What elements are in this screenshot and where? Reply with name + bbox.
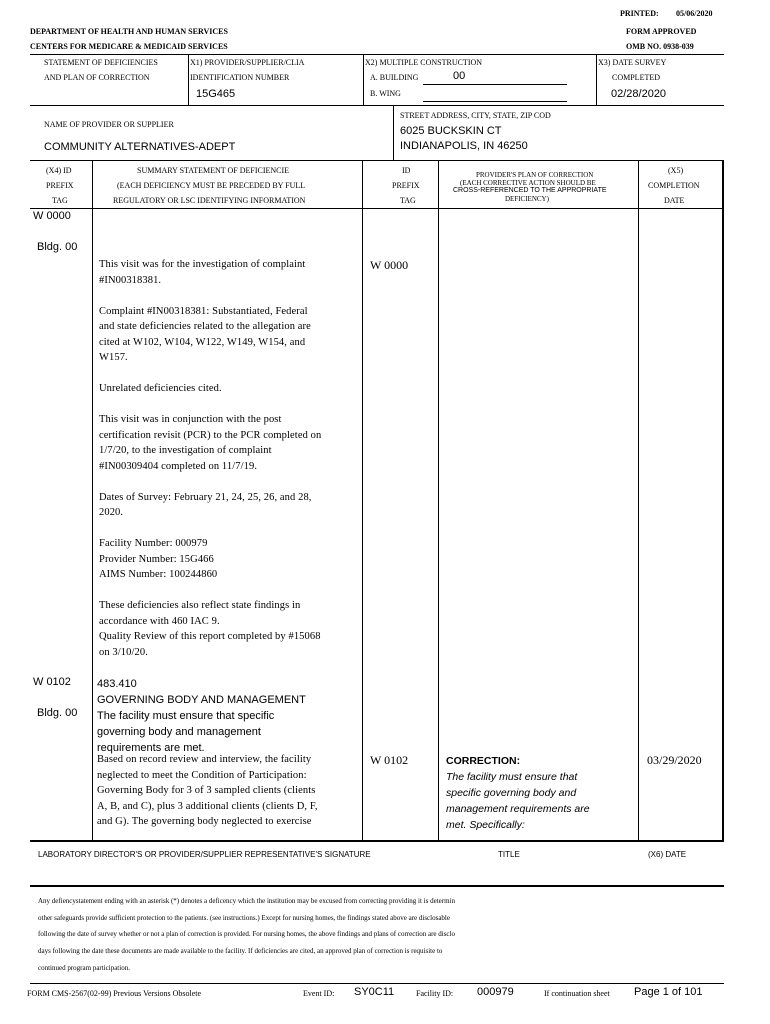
entry2-regulation	[97, 676, 306, 756]
entry1-summary-text	[99, 257, 321, 676]
id-prefix-label: PREFIX	[392, 181, 420, 190]
building-label: A. BUILDING	[370, 73, 419, 82]
facility-id-value: 000979	[477, 986, 514, 998]
provider-name-value: COMMUNITY ALTERNATIVES-ADEPT	[44, 141, 236, 153]
entry2-tag: W 0102	[33, 676, 71, 688]
statement-label: STATEMENT OF DEFICIENCIES	[44, 58, 158, 67]
x5-label: (X5)	[668, 166, 684, 175]
right-border	[722, 160, 724, 840]
correction-text: The facility must ensure that	[446, 771, 578, 783]
x4-id-label: (X4) ID	[46, 166, 72, 175]
signature-bottom-border	[30, 885, 724, 887]
disclaimer-bottom-border	[30, 983, 724, 984]
entry1-paragraph: Unrelated deficiencies cited.	[99, 383, 222, 394]
regulation-text: governing body and management	[97, 726, 261, 738]
top-border	[30, 54, 724, 55]
identification-label: IDENTIFICATION NUMBER	[190, 73, 290, 82]
divider-col-id	[438, 160, 439, 840]
date-label: DATE	[664, 196, 685, 205]
divider-x3	[596, 54, 597, 105]
divider-address	[393, 105, 394, 160]
correction-text: management requirements are	[446, 803, 590, 815]
centers-name: CENTERS FOR MEDICARE & MEDICAID SERVICES	[30, 42, 228, 51]
address-label: STREET ADDRESS, CITY, STATE, ZIP COD	[400, 111, 551, 120]
box1-bottom-border	[30, 105, 724, 106]
divider-col-summary	[362, 160, 363, 840]
summary-header-line1: SUMMARY STATEMENT OF DEFICIENCIE	[137, 166, 290, 175]
facility-id-label: Facility ID:	[416, 989, 454, 998]
table-bottom-border	[30, 840, 724, 842]
x3-label: X3) DATE SURVEY	[598, 58, 667, 67]
divider-col-plan	[638, 160, 639, 840]
completed-label: COMPLETED	[612, 73, 660, 82]
street-address: 6025 BUCKSKIN CT	[400, 125, 502, 137]
correction-text: specific governing body and	[446, 787, 577, 799]
event-id-value: SY0C11	[354, 986, 395, 998]
entry1-paragraph: Complaint #IN00318381: Substantiated, Federal and state deficiencies related to the allegation are cited at W102, W104, W122, W149, W154, and W157.	[99, 305, 311, 363]
wing-label: B. WING	[370, 89, 401, 98]
entry1-tag: W 0000	[33, 210, 71, 222]
divider-col-tag	[92, 160, 93, 840]
id-label: ID	[402, 166, 411, 175]
summary-header-line2: (EACH DEFICIENCY MUST BE PRECEDED BY FULL	[117, 181, 306, 190]
plan-header-line3: CROSS-REFERENCED TO THE APPROPRIATE	[453, 187, 607, 194]
survey-date-value: 02/28/2020	[611, 88, 667, 100]
provider-name-label: NAME OF PROVIDER OR SUPPLIER	[44, 120, 174, 129]
regulation-text: The facility must ensure that specific	[97, 710, 275, 722]
divider-x1	[188, 54, 189, 105]
x4-tag-label: TAG	[52, 196, 68, 205]
correction-plan	[446, 753, 590, 833]
entry1-paragraph: Facility Number: 000979 Provider Number: 15G466 AIMS Number: 100244860	[99, 538, 218, 580]
regulation-number: 483.410	[97, 678, 137, 690]
event-id-label: Event ID:	[303, 989, 335, 998]
wing-underline	[423, 101, 567, 102]
continuation-label: If continuation sheet	[544, 989, 610, 998]
x2-label: X2) MULTIPLE CONSTRUCTION	[365, 58, 483, 67]
regulation-title: GOVERNING BODY AND MANAGEMENT	[97, 694, 306, 706]
city-state-zip: INDIANAPOLIS, IN 46250	[400, 140, 528, 152]
entry1-bldg: Bldg. 00	[37, 241, 78, 253]
correction-text: met. Specifically:	[446, 819, 525, 831]
printed-label: PRINTED:	[620, 9, 659, 18]
summary-header-line3: REGULATORY OR LSC IDENTIFYING INFORMATION	[113, 196, 306, 205]
form-number: FORM CMS-2567(02-99) Previous Versions Obsolete	[27, 989, 202, 998]
entry1-paragraph: This visit was in conjunction with the post certification revisit (PCR) to the PCR completed on 1/7/20, to the investigation of complaint #IN00309404 completed on 11/7/19.	[99, 414, 322, 472]
plan-label: AND PLAN OF CORRECTION	[44, 73, 150, 82]
entry1-paragraph: This visit was for the investigation of complaint #IN00318381.	[99, 259, 306, 286]
plan-header-line1: PROVIDER'S PLAN OF CORRECTION	[476, 171, 594, 179]
disclaimer-text: Any defiencystatement ending with an asterisk (*) denotes a deficency which the institution may be excused from correcting providing it is determin other safeguards provide sufficient protection to the patients. (see instructions.) Except for nursing homes, the findings stated above are disclosable following the date of survey whether or not a plan of correction is provided. For nursing homes, the above findings and plans of correction are disclo days following the date these documents are made available to the facility. If deficiencies are cited, an approved plan of correction is requisite to continued program participation.	[38, 897, 455, 972]
omb-number: OMB NO. 0938-039	[626, 42, 694, 51]
building-value: 00	[453, 70, 466, 82]
entry2-right-tag: W 0102	[370, 753, 409, 767]
entry2-finding-text: Based on record review and interview, the facility neglected to meet the Condition of Participation: Governing Body for 3 of 3 sampled clients (clients A, B, and C), plus 3 additional clients (clients D, F, and G). The governing body neglected to exercise	[97, 754, 318, 827]
correction-heading: CORRECTION:	[446, 755, 521, 767]
plan-header-line2: (EACH CORRECTIVE ACTION SHOULD BE	[460, 179, 596, 187]
title-label: TITLE	[498, 850, 520, 859]
plan-header-line4: DEFICIENCY)	[505, 195, 549, 203]
building-underline	[423, 84, 567, 85]
x4-prefix-label: PREFIX	[46, 181, 74, 190]
header-row-bottom-border	[30, 208, 724, 209]
entry2-bldg: Bldg. 00	[37, 707, 78, 719]
department-name: DEPARTMENT OF HEALTH AND HUMAN SERVICES	[30, 27, 228, 36]
page-number: Page 1 of 101	[634, 986, 703, 998]
signature-label: LABORATORY DIRECTOR'S OR PROVIDER/SUPPLIER REPRESENTATIVE'S SIGNATURE	[38, 850, 371, 859]
entry1-right-tag: W 0000	[370, 258, 409, 272]
x6-date-label: (X6) DATE	[648, 850, 687, 859]
completion-date: 03/29/2020	[647, 753, 702, 767]
printed-date: 05/06/2020	[676, 9, 713, 18]
box2-bottom-border	[30, 160, 724, 161]
regulation-text: requirements are met.	[97, 742, 205, 754]
provider-id-value: 15G465	[196, 88, 236, 100]
form-approved: FORM APPROVED	[626, 27, 697, 36]
divider-x2	[363, 54, 364, 105]
completion-label: COMPLETION	[648, 181, 700, 190]
x1-label: X1) PROVIDER/SUPPLIER/CLIA	[190, 58, 305, 67]
id-tag-label: TAG	[400, 196, 416, 205]
entry1-paragraph: Dates of Survey: February 21, 24, 25, 26, and 28, 2020.	[99, 491, 312, 518]
entry1-paragraph: These deficiencies also reflect state findings in accordance with 460 IAC 9. Quality Review of this report completed by #15068 on 3/10/20.	[99, 600, 321, 658]
